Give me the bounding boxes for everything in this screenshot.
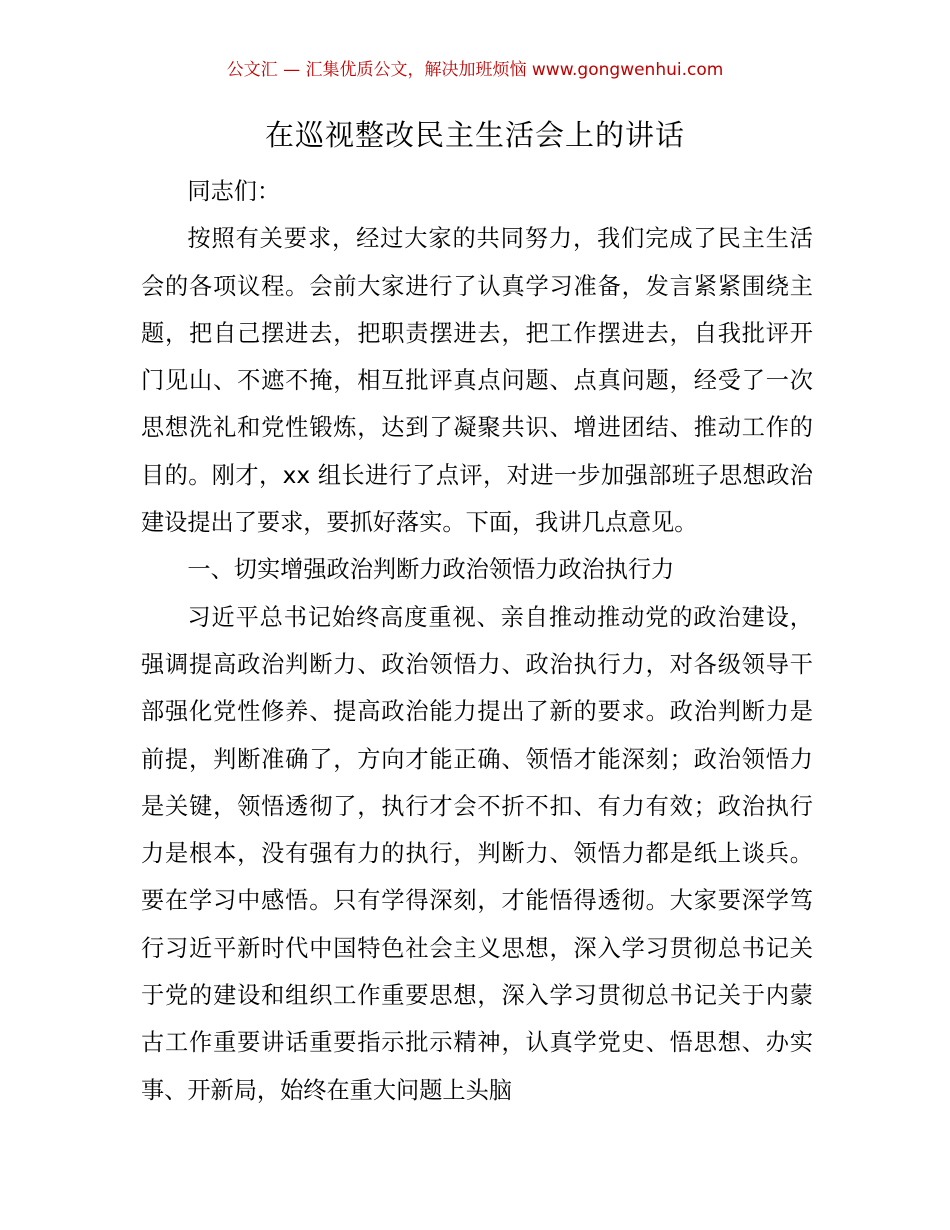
salutation: 同志们： [187, 178, 281, 205]
section-heading: 一、切实增强政治判断力政治领悟力政治执行力 [187, 556, 675, 584]
site-banner: 公文汇 — 汇集优质公文，解决加班烦恼 www.gongwenhui.com [226, 60, 724, 80]
document-title: 在巡视整改民主生活会上的讲话 [264, 118, 685, 152]
document-body [141, 168, 813, 1114]
intro-paragraph: 按照有关要求，经过大家的共同努力，我们完成了民主生活会的各项议程。会前大家进行了认真学习准备，发言紧紧围绕主题，把自己摆进去，把职责摆进去，把工作摆进去，自我批评开门见山、不遮不掩，相互批评真点问题、点真问题，经受了一次思想洗礼和党性锻炼，达到了凝聚共识、增进团结、推动工作的目的。刚才，xx 组长进行了点评，对进一步加强部班子思想政治建设提出了要求，要抓好落实。下面，我讲几点意见。 [141, 225, 813, 537]
section-paragraph: 习近平总书记始终高度重视、亲自推动推动党的政治建设，强调提高政治判断力、政治领悟力、政治执行力，对各级领导干部强化党性修养、提高政治能力提出了新的要求。政治判断力是前提，判断准确了，方向才能正确、领悟才能深刻；政治领悟力是关键，领悟透彻了，执行才会不折不扣、有力有效；政治执行力是根本，没有强有力的执行，判断力、领悟力都是纸上谈兵。要在学习中感悟。只有学得深刻，才能悟得透彻。大家要深学笃行习近平新时代中国特色社会主义思想，深入学习贯彻总书记关于党的建设和组织工作重要思想，深入学习贯彻总书记关于内蒙古工作重要讲话重要指示批示精神，认真学党史、悟思想、办实事、开新局，始终在重大问题上头脑 [141, 603, 813, 1104]
